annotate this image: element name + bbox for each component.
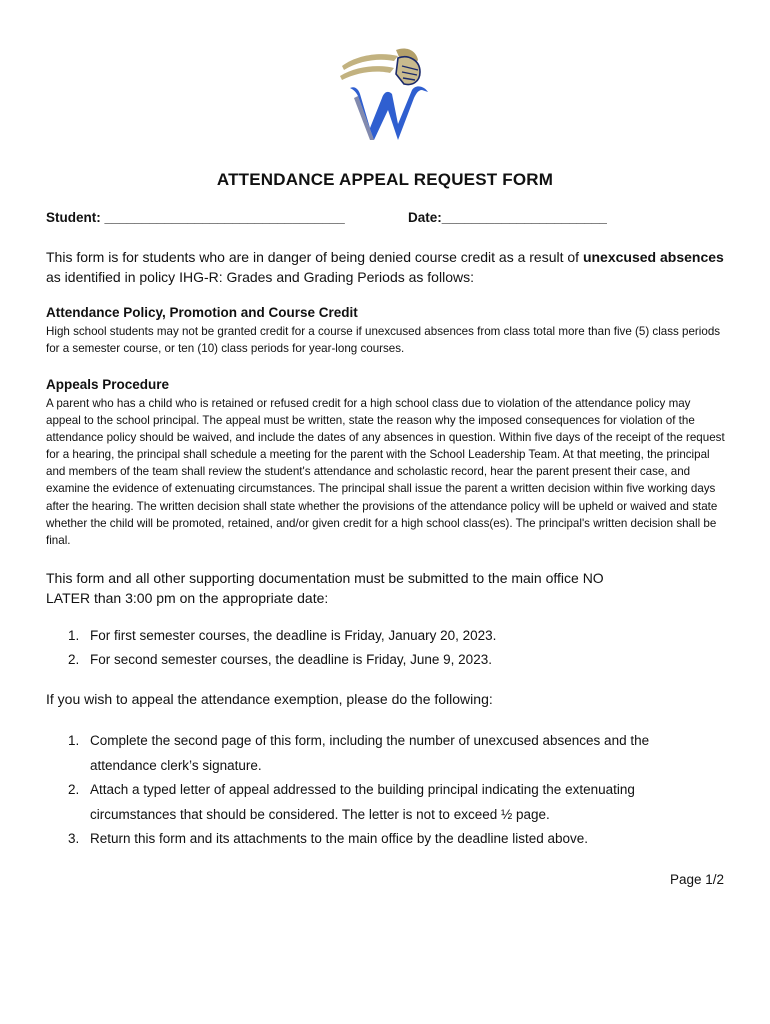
appeal-instructions-intro: If you wish to appeal the attendance exemption, please do the following:: [46, 691, 493, 707]
deadline-list: [46, 624, 686, 672]
list-item: [46, 648, 686, 672]
intro-paragraph: [46, 247, 736, 287]
list-number: 1.: [68, 733, 80, 748]
list-item: [46, 827, 686, 852]
list-number: 3.: [68, 831, 80, 846]
school-logo-icon: [336, 44, 436, 142]
list-item-text: Return this form and its attachments to the main office by the deadline listed above.: [90, 831, 589, 846]
attendance-policy-body: High school students may not be granted credit for a course if unexcused absences from class total more than five (5) class periods for a semester course, or ten (10) class periods for year-long courses.: [46, 325, 721, 356]
list-item-text: Complete the second page of this form, including the number of unexcused absences and the attendance clerk’s signature.: [90, 733, 650, 773]
intro-text-after: as identified in policy IHG-R: Grades and Grading Periods as follows:: [46, 269, 474, 285]
list-item-text: Attach a typed letter of appeal addressed to the building principal indicating the extenuating circumstances that should be considered. The letter is not to exceed ½ page.: [90, 782, 635, 822]
page-number: Page 1/2: [669, 872, 724, 887]
student-field-label: Student: ________________________________: [46, 210, 345, 225]
appeals-procedure-heading: Appeals Procedure: [46, 377, 170, 392]
list-item: [46, 778, 686, 827]
appeals-procedure-body: A parent who has a child who is retained or refused credit for a high school class due to violation of the attendance policy may appeal to the school principal. The appeal must be written, state the reason why the imposed consequences for violation of the attendance policy should be waived, and include the dates of any absences in question. Within five days of the receipt of the request for a hearing, the principal shall schedule a meeting for the parent with the School Leadership Team. At that meeting, the principal and members of the team shall review the student's attendance and scholastic record, hear the parent present their case, and examine the evidence of extenuating circumstances. The principal shall issue the parent a written decision within five working days after the hearing. The written decision shall state whether the provisions of the attendance policy will be upheld or waived and state whether the child will be promoted, retained, and/or given credit for a high school class(es). The principal's written decision shall be final.: [46, 397, 725, 547]
list-item: [46, 624, 686, 648]
date-field-label: Date:______________________: [408, 210, 607, 225]
appeal-steps-list: [46, 729, 686, 852]
intro-text-before: This form is for students who are in danger of being denied course credit as a result of: [46, 249, 583, 265]
list-number: 2.: [68, 652, 80, 667]
intro-bold-text: unexcused absences: [582, 249, 724, 265]
list-item: [46, 729, 686, 778]
submission-instructions: This form and all other supporting documentation must be submitted to the main office NO LATER than 3:00 pm on the appropriate date:: [46, 570, 604, 606]
list-number: 2.: [68, 782, 80, 797]
list-item-text: For first semester courses, the deadline is Friday, January 20, 2023.: [90, 628, 497, 643]
attendance-policy-heading: Attendance Policy, Promotion and Course Credit: [46, 305, 358, 320]
form-title: ATTENDANCE APPEAL REQUEST FORM: [216, 170, 554, 189]
list-item-text: For second semester courses, the deadline is Friday, June 9, 2023.: [90, 652, 492, 667]
list-number: 1.: [68, 628, 80, 643]
